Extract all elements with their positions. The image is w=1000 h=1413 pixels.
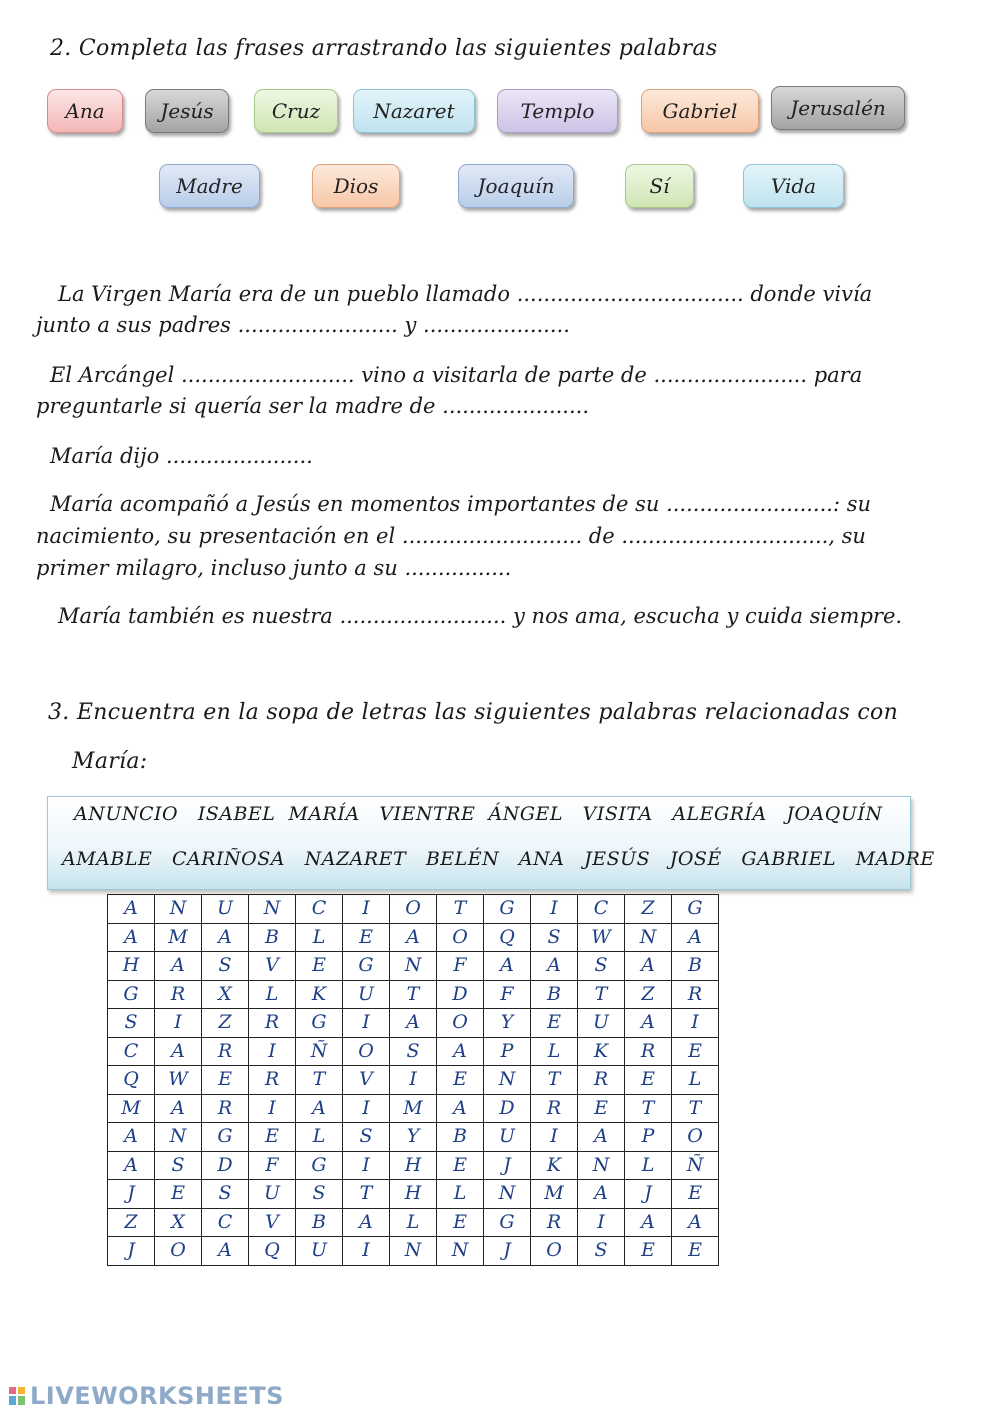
sentence-text: vino a visitarla de parte de	[354, 363, 654, 387]
grid-row	[108, 1037, 719, 1066]
grid-cell[interactable]: J	[108, 1180, 155, 1209]
grid-row	[108, 895, 719, 924]
sentence-text: y	[397, 313, 424, 337]
grid-cell[interactable]: I	[531, 1123, 578, 1152]
grid-cell[interactable]: U	[249, 1180, 296, 1209]
grid-cell[interactable]: A	[390, 1009, 437, 1038]
grid-cell[interactable]: U	[343, 980, 390, 1009]
grid-cell[interactable]: I	[249, 1037, 296, 1066]
grid-cell[interactable]: Y	[484, 1009, 531, 1038]
grid-cell[interactable]: C	[108, 1037, 155, 1066]
grid-cell[interactable]: V	[249, 952, 296, 981]
grid-cell[interactable]: N	[155, 1123, 202, 1152]
drag-chip-si[interactable]: Sí	[625, 164, 694, 208]
grid-cell[interactable]: O	[390, 895, 437, 924]
grid-cell[interactable]: O	[531, 1237, 578, 1266]
grid-cell[interactable]: G	[484, 895, 531, 924]
grid-row	[108, 1094, 719, 1123]
grid-cell[interactable]: G	[343, 952, 390, 981]
grid-cell[interactable]: Z	[625, 980, 672, 1009]
grid-cell[interactable]: U	[578, 1009, 625, 1038]
sentence-text: primer milagro, incluso junto a su	[36, 556, 405, 580]
drag-chip-gabriel[interactable]: Gabriel	[641, 89, 759, 133]
blank-drop-zone[interactable]: ..........................	[181, 363, 355, 387]
grid-cell[interactable]: A	[484, 952, 531, 981]
grid-cell[interactable]: L	[437, 1180, 484, 1209]
grid-cell[interactable]: G	[108, 980, 155, 1009]
grid-cell[interactable]: H	[390, 1180, 437, 1209]
grid-cell[interactable]: P	[484, 1037, 531, 1066]
grid-cell[interactable]: S	[108, 1009, 155, 1038]
grid-cell[interactable]: B	[437, 1123, 484, 1152]
grid-cell[interactable]: L	[625, 1151, 672, 1180]
grid-cell[interactable]: E	[249, 1123, 296, 1152]
grid-cell[interactable]: S	[155, 1151, 202, 1180]
grid-cell[interactable]: S	[202, 952, 249, 981]
blank-drop-zone[interactable]: .........................	[339, 604, 507, 628]
grid-cell[interactable]: Z	[108, 1208, 155, 1237]
grid-cell[interactable]: N	[484, 1066, 531, 1095]
grid-cell[interactable]: S	[578, 952, 625, 981]
grid-cell[interactable]: A	[202, 1237, 249, 1266]
grid-cell[interactable]: W	[155, 1066, 202, 1095]
grid-cell[interactable]: B	[296, 1208, 343, 1237]
grid-cell[interactable]: I	[390, 1066, 437, 1095]
grid-cell[interactable]: N	[155, 895, 202, 924]
sentence-text: El Arcángel	[50, 363, 181, 387]
grid-row	[108, 923, 719, 952]
blank-drop-zone[interactable]: .......................	[653, 363, 808, 387]
grid-cell[interactable]: F	[437, 952, 484, 981]
grid-cell[interactable]: N	[437, 1237, 484, 1266]
grid-cell[interactable]: I	[343, 895, 390, 924]
paragraph-1-line-2	[36, 309, 570, 341]
grid-cell[interactable]: T	[390, 980, 437, 1009]
grid-cell[interactable]: U	[202, 895, 249, 924]
grid-cell[interactable]: S	[531, 923, 578, 952]
liveworksheets-logo-icon	[8, 1385, 26, 1407]
grid-cell[interactable]: O	[343, 1037, 390, 1066]
grid-cell[interactable]: A	[578, 1123, 625, 1152]
grid-cell[interactable]: A	[108, 1151, 155, 1180]
grid-cell[interactable]: A	[108, 1123, 155, 1152]
sentence-text: junto a sus padres	[36, 313, 238, 337]
word-list-box	[47, 796, 935, 890]
grid-cell[interactable]: M	[155, 923, 202, 952]
word-search-grid[interactable]	[107, 894, 719, 1266]
grid-cell[interactable]: I	[249, 1094, 296, 1123]
grid-cell[interactable]: I	[343, 1009, 390, 1038]
grid-cell[interactable]: J	[484, 1151, 531, 1180]
grid-cell[interactable]: V	[343, 1066, 390, 1095]
grid-cell[interactable]: G	[296, 1009, 343, 1038]
drag-chip-joaquin[interactable]: Joaquín	[458, 164, 574, 208]
drag-chip-vida[interactable]: Vida	[743, 164, 844, 208]
grid-cell[interactable]: N	[625, 923, 672, 952]
grid-row	[108, 1066, 719, 1095]
grid-cell[interactable]: G	[484, 1208, 531, 1237]
paragraph-4-line-1	[50, 488, 871, 520]
grid-cell[interactable]: T	[437, 895, 484, 924]
grid-cell[interactable]: N	[249, 895, 296, 924]
section2-title: 2. Completa las frases arrastrando las siguientes palabras	[50, 36, 718, 61]
grid-cell[interactable]: U	[484, 1123, 531, 1152]
grid-cell[interactable]: T	[343, 1180, 390, 1209]
grid-cell[interactable]: D	[484, 1094, 531, 1123]
grid-cell[interactable]: R	[672, 980, 719, 1009]
grid-cell[interactable]: A	[155, 952, 202, 981]
sentence-text: María acompañó a Jesús en momentos importantes de su	[50, 492, 667, 516]
grid-cell[interactable]: R	[531, 1208, 578, 1237]
grid-cell[interactable]: K	[296, 980, 343, 1009]
word-list-row-2: AMABLE CARIÑOSA NAZARET BELÉN ANA JESÚS JOSÉ GABRIEL MADRE	[62, 848, 935, 870]
grid-cell[interactable]: E	[437, 1151, 484, 1180]
grid-cell[interactable]: S	[390, 1037, 437, 1066]
grid-cell[interactable]: R	[625, 1037, 672, 1066]
drag-chip-dios[interactable]: Dios	[312, 164, 400, 208]
grid-cell[interactable]: R	[202, 1037, 249, 1066]
grid-cell[interactable]: E	[343, 923, 390, 952]
grid-cell[interactable]: L	[390, 1208, 437, 1237]
paragraph-2-line-1	[50, 359, 862, 391]
grid-cell[interactable]: R	[578, 1066, 625, 1095]
grid-cell[interactable]: E	[672, 1180, 719, 1209]
grid-cell[interactable]: A	[155, 1094, 202, 1123]
grid-cell[interactable]: I	[343, 1094, 390, 1123]
grid-cell[interactable]: J	[484, 1237, 531, 1266]
grid-cell[interactable]: O	[437, 1009, 484, 1038]
blank-drop-zone[interactable]: ..................................	[516, 282, 744, 306]
paragraph-5	[58, 600, 902, 632]
grid-cell[interactable]: A	[296, 1094, 343, 1123]
grid-cell[interactable]: T	[296, 1066, 343, 1095]
grid-cell[interactable]: V	[249, 1208, 296, 1237]
grid-cell[interactable]: Z	[625, 895, 672, 924]
grid-cell[interactable]: E	[625, 1237, 672, 1266]
grid-cell[interactable]: O	[437, 923, 484, 952]
grid-row	[108, 1180, 719, 1209]
grid-cell[interactable]: R	[202, 1094, 249, 1123]
grid-cell[interactable]: T	[672, 1094, 719, 1123]
grid-cell[interactable]: R	[155, 980, 202, 1009]
blank-drop-zone[interactable]: ........................	[237, 313, 398, 337]
grid-cell[interactable]: D	[437, 980, 484, 1009]
paragraph-3	[50, 440, 313, 472]
grid-cell[interactable]: E	[672, 1037, 719, 1066]
drag-chip-nazaret[interactable]: Nazaret	[353, 89, 475, 133]
grid-cell[interactable]: H	[390, 1151, 437, 1180]
grid-cell[interactable]: E	[531, 1009, 578, 1038]
sentence-text: María también es nuestra	[58, 604, 340, 628]
grid-cell[interactable]: A	[108, 895, 155, 924]
section3-title-cont: María:	[72, 749, 148, 774]
grid-cell[interactable]: A	[625, 1009, 672, 1038]
grid-cell[interactable]: M	[390, 1094, 437, 1123]
paragraph-4-line-3	[36, 552, 511, 584]
grid-cell[interactable]: R	[249, 1066, 296, 1095]
grid-cell[interactable]: E	[578, 1094, 625, 1123]
grid-cell[interactable]: U	[296, 1237, 343, 1266]
grid-cell[interactable]: A	[437, 1037, 484, 1066]
grid-cell[interactable]: D	[202, 1151, 249, 1180]
blank-drop-zone[interactable]: ......................	[165, 444, 313, 468]
grid-cell[interactable]: A	[672, 923, 719, 952]
sentence-text: para	[807, 363, 863, 387]
grid-cell[interactable]: B	[249, 923, 296, 952]
grid-cell[interactable]: A	[578, 1180, 625, 1209]
word-list-row-1: ANUNCIO ISABEL MARÍA VIENTRE ÁNGEL VISITA ALEGRÍA JOAQUÍN	[74, 803, 883, 825]
grid-cell[interactable]: Ñ	[672, 1151, 719, 1180]
grid-cell[interactable]: J	[625, 1180, 672, 1209]
blank-drop-zone[interactable]: ......................	[442, 394, 589, 418]
grid-cell[interactable]: N	[484, 1180, 531, 1209]
grid-cell[interactable]: X	[202, 980, 249, 1009]
sentence-text: de	[582, 524, 622, 548]
grid-row	[108, 1208, 719, 1237]
grid-cell[interactable]: B	[531, 980, 578, 1009]
grid-cell[interactable]: N	[578, 1151, 625, 1180]
drag-chip-cruz[interactable]: Cruz	[254, 89, 338, 133]
grid-cell[interactable]: O	[155, 1237, 202, 1266]
sentence-text: y nos ama, escucha y cuida siempre.	[506, 604, 903, 628]
grid-cell[interactable]: H	[108, 952, 155, 981]
grid-cell[interactable]: Q	[249, 1237, 296, 1266]
grid-row	[108, 980, 719, 1009]
grid-cell[interactable]: A	[625, 1208, 672, 1237]
grid-cell[interactable]: N	[390, 1237, 437, 1266]
grid-row	[108, 952, 719, 981]
grid-cell[interactable]: I	[155, 1009, 202, 1038]
grid-cell[interactable]: T	[531, 1066, 578, 1095]
grid-cell[interactable]: S	[202, 1180, 249, 1209]
grid-cell[interactable]: S	[578, 1237, 625, 1266]
grid-cell[interactable]: A	[531, 952, 578, 981]
blank-drop-zone[interactable]: ......................	[423, 313, 570, 337]
grid-cell[interactable]: N	[390, 952, 437, 981]
sentence-text: preguntarle si quería ser la madre de	[36, 394, 443, 418]
grid-cell[interactable]: B	[672, 952, 719, 981]
drag-chip-jesus[interactable]: Jesús	[145, 89, 229, 133]
sentence-text: nacimiento, su presentación en el	[36, 524, 402, 548]
grid-cell[interactable]: F	[484, 980, 531, 1009]
grid-cell[interactable]: C	[578, 895, 625, 924]
grid-cell[interactable]: Y	[390, 1123, 437, 1152]
grid-cell[interactable]: E	[437, 1208, 484, 1237]
liveworksheets-logo	[8, 1382, 284, 1410]
grid-cell[interactable]: O	[672, 1123, 719, 1152]
blank-drop-zone[interactable]: ................	[404, 556, 512, 580]
grid-row	[108, 1237, 719, 1266]
grid-cell[interactable]: Z	[202, 1009, 249, 1038]
grid-cell[interactable]: T	[578, 980, 625, 1009]
grid-cell[interactable]: F	[249, 1151, 296, 1180]
grid-cell[interactable]: L	[296, 923, 343, 952]
grid-cell[interactable]: R	[249, 1009, 296, 1038]
grid-cell[interactable]: A	[202, 923, 249, 952]
grid-cell[interactable]: L	[249, 980, 296, 1009]
grid-cell[interactable]: E	[155, 1180, 202, 1209]
grid-cell[interactable]: A	[390, 923, 437, 952]
grid-cell[interactable]: I	[672, 1009, 719, 1038]
grid-cell[interactable]: X	[155, 1208, 202, 1237]
grid-cell[interactable]: A	[672, 1208, 719, 1237]
grid-row	[108, 1009, 719, 1038]
grid-cell[interactable]: Q	[484, 923, 531, 952]
grid-cell[interactable]: E	[672, 1237, 719, 1266]
grid-cell[interactable]: C	[202, 1208, 249, 1237]
grid-cell[interactable]: A	[108, 923, 155, 952]
grid-cell[interactable]: K	[578, 1037, 625, 1066]
grid-cell[interactable]: Q	[108, 1066, 155, 1095]
grid-cell[interactable]: R	[531, 1094, 578, 1123]
grid-cell[interactable]: L	[296, 1123, 343, 1152]
drag-chip-jerusalen[interactable]: Jerusalén	[771, 86, 905, 130]
grid-cell[interactable]: T	[625, 1094, 672, 1123]
grid-cell[interactable]: M	[531, 1180, 578, 1209]
grid-cell[interactable]: E	[296, 952, 343, 981]
paragraph-1-line-1	[58, 278, 872, 310]
grid-cell[interactable]: A	[437, 1094, 484, 1123]
sentence-text: donde vivía	[743, 282, 873, 306]
drag-chip-madre[interactable]: Madre	[159, 164, 260, 208]
section3-title: 3. Encuentra en la sopa de letras las siguientes palabras relacionadas con	[48, 700, 899, 725]
grid-cell[interactable]: S	[343, 1123, 390, 1152]
grid-cell[interactable]: E	[625, 1066, 672, 1095]
grid-cell[interactable]: S	[296, 1180, 343, 1209]
drag-chip-templo[interactable]: Templo	[497, 89, 618, 133]
grid-cell[interactable]: K	[531, 1151, 578, 1180]
grid-cell[interactable]: I	[343, 1151, 390, 1180]
grid-cell[interactable]: A	[625, 952, 672, 981]
drag-chip-ana[interactable]: Ana	[47, 89, 123, 133]
grid-cell[interactable]: L	[531, 1037, 578, 1066]
blank-drop-zone[interactable]: ...........................	[401, 524, 583, 548]
sentence-text: , su	[828, 524, 866, 548]
grid-cell[interactable]: A	[155, 1037, 202, 1066]
grid-cell[interactable]: A	[343, 1208, 390, 1237]
grid-row	[108, 1151, 719, 1180]
blank-drop-zone[interactable]: .........................	[666, 492, 833, 516]
blank-drop-zone[interactable]: ...............................	[621, 524, 829, 548]
sentence-text: La Virgen María era de un pueblo llamado	[58, 282, 517, 306]
grid-cell[interactable]: Ñ	[296, 1037, 343, 1066]
grid-cell[interactable]: G	[672, 895, 719, 924]
logo-text: LIVEWORKSHEETS	[30, 1382, 284, 1410]
grid-cell[interactable]: P	[625, 1123, 672, 1152]
grid-cell[interactable]: J	[108, 1237, 155, 1266]
grid-row	[108, 1123, 719, 1152]
paragraph-2-line-2	[36, 390, 589, 422]
grid-cell[interactable]: M	[108, 1094, 155, 1123]
grid-cell[interactable]: L	[672, 1066, 719, 1095]
sentence-text: : su	[832, 492, 872, 516]
sentence-text: María dijo	[50, 444, 166, 468]
grid-cell[interactable]: E	[437, 1066, 484, 1095]
grid-cell[interactable]: G	[202, 1123, 249, 1152]
grid-cell[interactable]: I	[531, 895, 578, 924]
grid-cell[interactable]: I	[343, 1237, 390, 1266]
grid-cell[interactable]: G	[296, 1151, 343, 1180]
grid-cell[interactable]: I	[578, 1208, 625, 1237]
paragraph-4-line-2	[36, 520, 866, 552]
grid-cell[interactable]: W	[578, 923, 625, 952]
grid-cell[interactable]: C	[296, 895, 343, 924]
grid-cell[interactable]: E	[202, 1066, 249, 1095]
